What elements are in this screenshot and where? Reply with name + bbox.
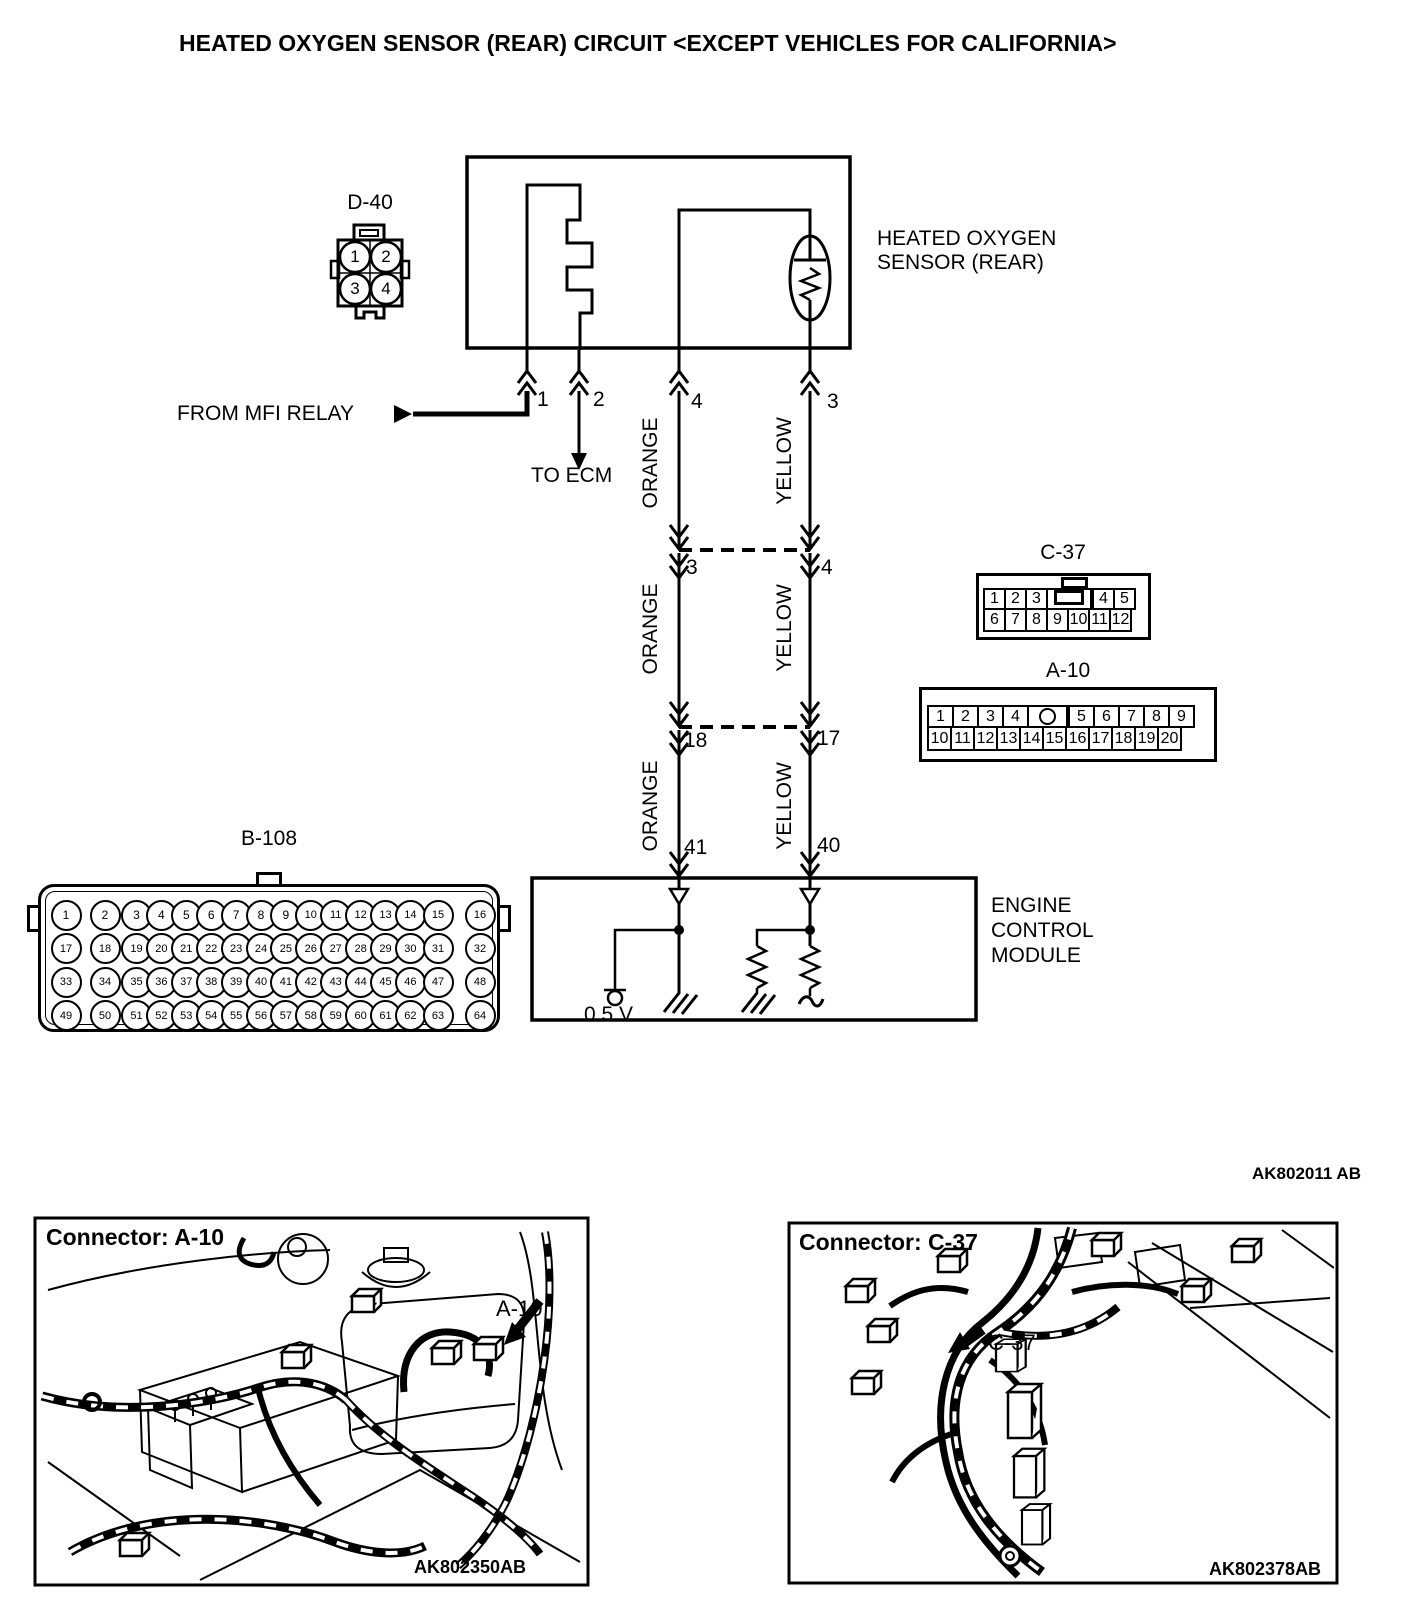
pin-cell: 14	[1019, 726, 1044, 751]
pin-cell: 7	[1004, 608, 1027, 632]
ground-icon	[742, 993, 775, 1014]
pin-number: 4	[821, 556, 833, 579]
panel-c37-callout: C-37	[988, 1330, 1036, 1355]
b108-pin: 41	[270, 967, 301, 998]
b108-connector-table	[38, 884, 500, 1032]
b108-pin: 26	[295, 933, 326, 964]
voltage-label: 0.5 V	[584, 1003, 634, 1026]
b108-pin: 54	[196, 1000, 227, 1031]
wire-color-label: YELLOW	[773, 762, 796, 850]
pin-number: 18	[684, 729, 708, 752]
pin-number: 40	[817, 834, 841, 857]
pin-cell: 18	[1111, 726, 1136, 751]
b108-pin: 30	[395, 933, 426, 964]
b108-pin: 23	[221, 933, 252, 964]
d40-pin: 3	[350, 279, 360, 298]
b108-pin: 63	[423, 1000, 454, 1031]
pin-cell: 13	[996, 726, 1021, 751]
b108-pin: 20	[146, 933, 177, 964]
b108-pin: 15	[423, 900, 454, 931]
pin-cell: 12	[1109, 608, 1132, 632]
b108-title: B-108	[240, 827, 298, 850]
b108-pin: 62	[395, 1000, 426, 1031]
panel-a10-code: AK802350AB	[414, 1557, 527, 1577]
pin-cell: 4	[1002, 705, 1029, 728]
to-ecm-label: TO ECM	[531, 464, 613, 487]
b108-pin: 47	[423, 967, 454, 998]
pin-cell: 11	[950, 726, 975, 751]
pin-number: 1	[537, 388, 549, 411]
b108-pin: 58	[295, 1000, 326, 1031]
relay-arrow-icon	[394, 405, 412, 423]
ground-icon	[664, 930, 697, 1014]
panel-c37-title: Connector: C-37	[799, 1229, 978, 1255]
b108-pin: 4	[146, 900, 177, 931]
b108-pin: 32	[465, 933, 496, 964]
b108-pin: 11	[320, 900, 351, 931]
b108-pin: 57	[270, 1000, 301, 1031]
d40-pin: 1	[350, 247, 360, 266]
b108-pin: 13	[370, 900, 401, 931]
b108-pin: 3	[121, 900, 152, 931]
b108-pin: 27	[320, 933, 351, 964]
pin-cell: 10	[927, 726, 952, 751]
pin-cell: 4	[1092, 588, 1115, 610]
pin-cell: 2	[1004, 588, 1027, 610]
terminal-symbols	[394, 371, 819, 876]
b108-pin: 40	[246, 967, 277, 998]
b108-pin: 53	[171, 1000, 202, 1031]
pin-cell: 8	[1025, 608, 1048, 632]
b108-pin: 59	[320, 1000, 351, 1031]
wire-color-label: ORANGE	[639, 583, 662, 675]
b108-pin: 44	[345, 967, 376, 998]
pin-cell: 16	[1065, 726, 1090, 751]
b108-pin: 49	[51, 1000, 82, 1031]
pin-cell: 15	[1042, 726, 1067, 751]
b108-pin: 61	[370, 1000, 401, 1031]
pin-number: 2	[593, 388, 605, 411]
figure-code: AK802011 AB	[1252, 1164, 1361, 1183]
page-title: HEATED OXYGEN SENSOR (REAR) CIRCUIT <EXCEPT VEHICLES FOR CALIFORNIA>	[179, 30, 1117, 56]
pin-cell: 11	[1088, 608, 1111, 632]
b108-pin: 8	[246, 900, 277, 931]
pin-cell: 3	[1025, 588, 1048, 610]
b108-pin: 17	[51, 933, 82, 964]
pin-cell: 6	[1093, 705, 1120, 728]
ecm-label: ENGINE CONTROL MODULE	[991, 894, 1094, 967]
b108-pin: 35	[121, 967, 152, 998]
b108-pin: 1	[51, 900, 82, 931]
b108-pin: 56	[246, 1000, 277, 1031]
b108-pin: 51	[121, 1000, 152, 1031]
b108-pin: 2	[90, 900, 121, 931]
b108-pin: 25	[270, 933, 301, 964]
heater-element-symbol	[527, 185, 592, 350]
c37-title: C-37	[1040, 541, 1086, 564]
pin-cell: 10	[1067, 608, 1090, 632]
sensor-element-symbol	[679, 210, 830, 350]
pin-cell: 20	[1157, 726, 1182, 751]
b108-pin: 7	[221, 900, 252, 931]
relay-feed-line	[413, 391, 527, 414]
pin-cell: 2	[952, 705, 979, 728]
b108-pin: 33	[51, 967, 82, 998]
d40-pin: 4	[381, 279, 391, 298]
wire-color-label: YELLOW	[773, 584, 796, 672]
b108-pin: 46	[395, 967, 426, 998]
a10-title: A-10	[1045, 659, 1091, 682]
pin-cell: 1	[927, 705, 954, 728]
d40-title: D-40	[347, 191, 393, 214]
b108-pin: 28	[345, 933, 376, 964]
b108-pin: 39	[221, 967, 252, 998]
b108-pin: 24	[246, 933, 277, 964]
b108-pin: 38	[196, 967, 227, 998]
pin-cell: 9	[1168, 705, 1195, 728]
pin-cell: 19	[1134, 726, 1159, 751]
a10-pin-grid	[927, 705, 1195, 751]
pin-number: 4	[691, 390, 703, 413]
wire-color-label: YELLOW	[773, 417, 796, 505]
b108-pin: 29	[370, 933, 401, 964]
pin-cell: 8	[1143, 705, 1170, 728]
resistor-symbol	[748, 946, 766, 988]
pin-cell: 5	[1113, 588, 1136, 610]
pin-cell: 12	[973, 726, 998, 751]
from-mfi-relay-label: FROM MFI RELAY	[177, 402, 354, 425]
engine-bay-art-a10	[42, 1232, 580, 1580]
panel-a10-callout: A-10	[496, 1296, 543, 1321]
sensor-label: HEATED OXYGEN SENSOR (REAR)	[877, 227, 1057, 274]
panel-c37-code: AK802378AB	[1209, 1559, 1322, 1579]
b108-pin: 16	[465, 900, 496, 931]
b108-pin: 10	[295, 900, 326, 931]
resistor-symbol	[801, 946, 819, 988]
b108-pin: 22	[196, 933, 227, 964]
panel-c37-frame	[789, 1223, 1337, 1583]
resistor-shield-branch	[799, 930, 823, 1006]
b108-pin: 31	[423, 933, 454, 964]
b108-pin: 55	[221, 1000, 252, 1031]
pin-number: 41	[684, 836, 708, 859]
pin-cell: 7	[1118, 705, 1145, 728]
b108-pin: 36	[146, 967, 177, 998]
b108-pin: 50	[90, 1000, 121, 1031]
pin-cell: 6	[983, 608, 1006, 632]
pin-number: 3	[686, 556, 698, 579]
b108-pin: 21	[171, 933, 202, 964]
c37-pin-grid	[983, 588, 1136, 632]
a10-index-hole	[1027, 705, 1068, 728]
shield-squiggle-icon	[799, 997, 823, 1006]
c37-key-slot	[1046, 588, 1092, 610]
pin-cell: 9	[1046, 608, 1069, 632]
b108-pin: 6	[196, 900, 227, 931]
pin-number: 17	[817, 727, 841, 750]
b108-pin: 12	[345, 900, 376, 931]
wire-lines	[413, 350, 810, 888]
b108-pin: 64	[465, 1000, 496, 1031]
b108-pin: 14	[395, 900, 426, 931]
b108-pin: 45	[370, 967, 401, 998]
b108-pin: 52	[146, 1000, 177, 1031]
pin-cell: 1	[983, 588, 1006, 610]
b108-pin: 5	[171, 900, 202, 931]
pin-cell: 17	[1088, 726, 1113, 751]
engine-bay-art-c37	[846, 1228, 1334, 1576]
b108-pin: 9	[270, 900, 301, 931]
hos-sensor-box	[467, 157, 850, 350]
b108-pin: 18	[90, 933, 121, 964]
wire-color-label: ORANGE	[639, 417, 662, 509]
voltage-source-symbol	[604, 930, 679, 1005]
wire-color-label: ORANGE	[639, 760, 662, 852]
b108-pin: 43	[320, 967, 351, 998]
ecm-pin-triangle	[801, 889, 819, 904]
ecm-pin-triangle	[670, 889, 688, 904]
b108-pin: 37	[171, 967, 202, 998]
b108-pin: 42	[295, 967, 326, 998]
b108-pin: 48	[465, 967, 496, 998]
pin-cell: 5	[1068, 705, 1095, 728]
b108-pin: 60	[345, 1000, 376, 1031]
ecm-box	[532, 878, 976, 1020]
pin-number: 3	[827, 390, 839, 413]
panel-a10-title: Connector: A-10	[46, 1224, 225, 1250]
d40-pin: 2	[381, 247, 391, 266]
pin-cell: 3	[977, 705, 1004, 728]
b108-pin: 34	[90, 967, 121, 998]
b108-pin: 19	[121, 933, 152, 964]
